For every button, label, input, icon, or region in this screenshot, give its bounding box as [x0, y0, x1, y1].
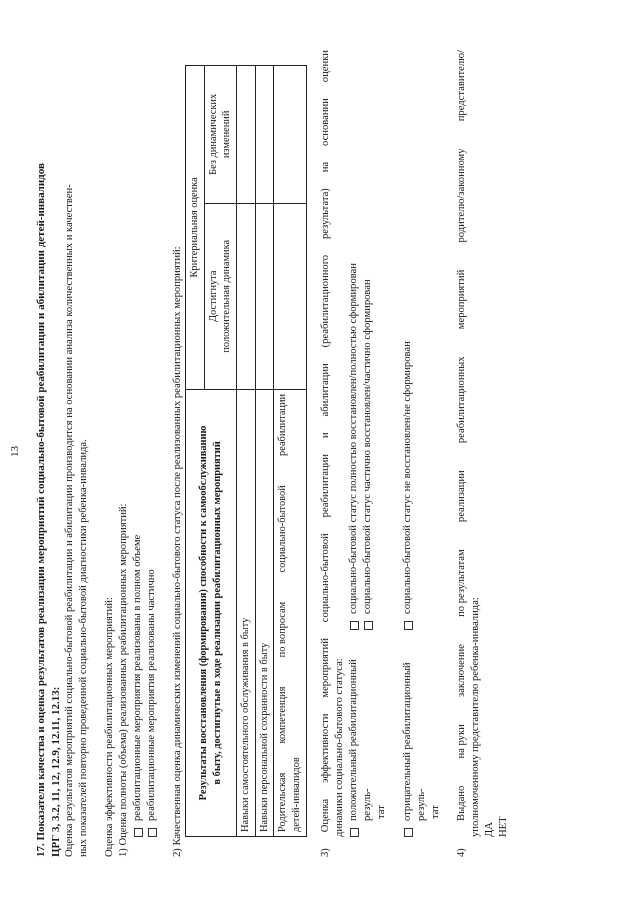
item3-positive: положительный реабилитационный резуль- тат социально-бытовой статус полностью восстановлен/полностью сформирован социально-бытовой статус частично восстановлен/частично сформирован [347, 50, 389, 857]
table-row [237, 66, 256, 837]
positive-option-full[interactable]: социально-бытовой статус полностью восстановлен/полностью сформирован [347, 50, 361, 630]
row-label: Навыки персональной сохранности в быту [255, 389, 274, 836]
item3-title: 3) Оценка эффективности мероприятий социально-бытовой реабилитации и абилитации (реабилитационного результата) на основании оценки [319, 50, 331, 857]
item4-title-line2: уполномоченному представителю ребенка-инвалида: [469, 597, 481, 837]
table-cell-no-dynamics[interactable] [237, 66, 256, 204]
positive-result-label: положительный реабилитационный резуль- [347, 659, 373, 821]
table-header-results: Результаты восстановления (формирования) способности к самообслуживанию в быту, достигнутые в ходе реализации реабилитационных мероприятий [185, 389, 236, 836]
answer-no[interactable]: НЕТ [497, 816, 509, 837]
checkbox-icon[interactable] [350, 621, 359, 630]
item4-title: 4) Выдано на руки заключение по результатам реализации реабилитационных мероприятий родителю/законному представителю/ [455, 50, 467, 857]
table-cell-achieved[interactable] [255, 203, 274, 389]
table-cell-achieved[interactable] [274, 203, 306, 389]
item3-title-line2: динамики социально-бытового статуса: [333, 658, 345, 837]
checkbox-icon[interactable] [350, 828, 359, 837]
row-label: Навыки самостоятельного обслуживания в быту [237, 389, 256, 836]
item1-option-partial[interactable] [145, 50, 159, 837]
page-number: 13 [9, 446, 21, 457]
section-heading-codes: ЦРГ 3, 3.2, 11, 12, 12.9, 12.11, 12.13: [49, 686, 62, 857]
negative-option[interactable]: социально-бытовой статус не восстановлен/не сформирован [401, 50, 415, 630]
table-cell-achieved[interactable] [237, 203, 256, 389]
intro-text-line2: ных показателей повторно проведенной социально-бытовой диагностики ребенка-инвалида. [78, 439, 89, 857]
table-cell-no-dynamics[interactable] [274, 66, 306, 204]
answer-yes[interactable]: ДА [483, 822, 495, 837]
efficiency-title: Оценка эффективности реабилитационных мероприятий: [103, 597, 115, 857]
item1-option-full[interactable] [131, 50, 145, 837]
row-label: Родительская компетенция по вопросам социально-бытовой реабилитации детей-инвалидов [274, 389, 306, 836]
table-cell-no-dynamics[interactable] [255, 66, 274, 204]
checkbox-icon[interactable] [148, 828, 157, 837]
item3-negative: отрицательный реабилитационный резуль- тат социально-бытовой статус не восстановлен/не сформирован [401, 50, 443, 857]
evaluation-table [185, 65, 307, 837]
table-header-criteria: Критериальная оценка [185, 66, 204, 390]
table-row [255, 66, 274, 837]
table-row [274, 66, 306, 837]
item2-title: 2) Качественная оценка динамических изменений социально-бытового статуса после реализованных реабилитационных мероприятий: [171, 246, 183, 857]
option-label: реабилитационные мероприятия реализованы частично [145, 569, 157, 821]
item1-title: 1) Оценка полноты (объема) реализованных реабилитационных мероприятий: [117, 503, 129, 857]
checkbox-icon[interactable] [404, 828, 413, 837]
negative-result-label: отрицательный реабилитационный резуль- [401, 662, 427, 821]
intro-text-line1: Оценка результатов мероприятий социально-бытовой реабилитации и абилитации производится на основании анализа количественных и качествен- [64, 184, 76, 857]
checkbox-icon[interactable] [404, 621, 413, 630]
option-label: реабилитационные мероприятия реализованы в полном объеме [131, 534, 143, 821]
table-header-achieved: Достигнута положительная динамика [204, 203, 236, 389]
table-header-no-dynamics: Без динамических изменений [204, 66, 236, 204]
section-heading: 17. Показатели качества и оценка результатов реализации мероприятий социально-бытовой реабилитации и абилитации детей-инвалидов [35, 163, 47, 857]
checkbox-icon[interactable] [134, 828, 143, 837]
checkbox-icon[interactable] [364, 621, 373, 630]
positive-option-partial[interactable]: социально-бытовой статус частично восстановлен/частично сформирован [361, 50, 375, 630]
